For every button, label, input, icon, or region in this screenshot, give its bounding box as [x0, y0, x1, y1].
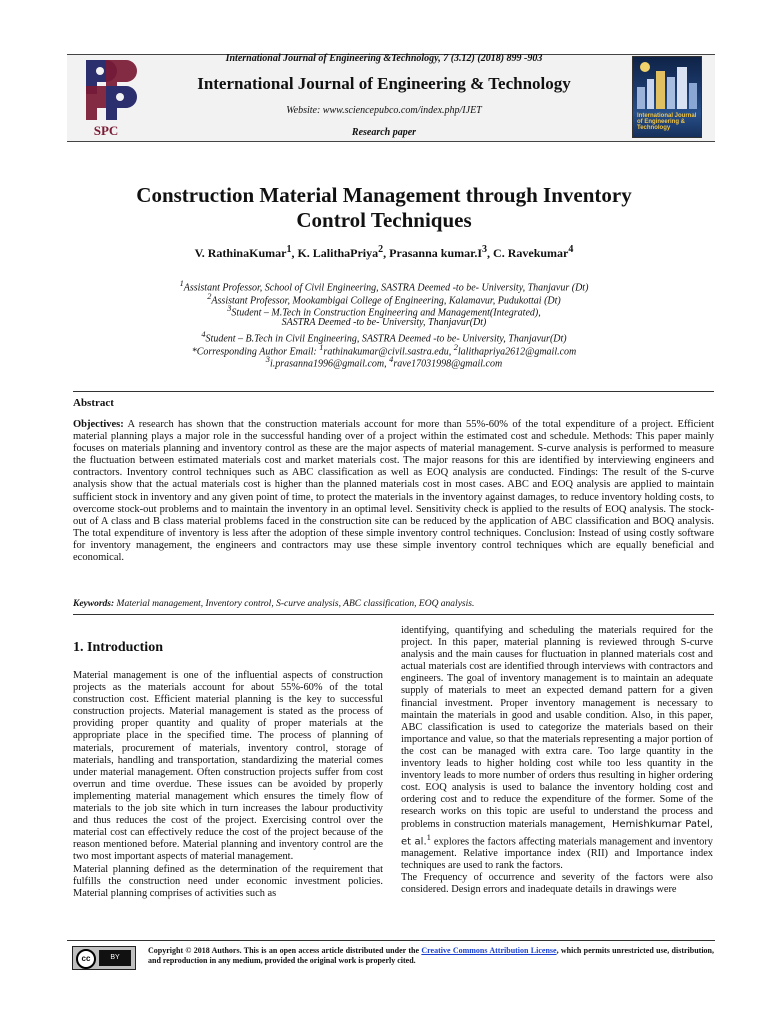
copyright-text: Copyright © 2018 Authors. This is an open access article distributed under the [148, 946, 422, 955]
affiliation-text: SASTRA Deemed -to be- University, Thanjavur(Dt) [281, 317, 487, 328]
email-sup: 4 [389, 355, 394, 364]
corresponding-label: *Corresponding Author Email: [191, 346, 320, 358]
affiliation-text: Assistant Professor, Mookambigai College of Engineering, Kalamavur, Pudukottai (Dt) [211, 295, 561, 307]
copyright-notice [148, 946, 714, 966]
paper-type-label: Research paper [351, 127, 417, 138]
journal-title: International Journal of Engineering & Technology [197, 74, 571, 93]
author-separator: , [487, 246, 494, 260]
author-name: C. Ravekumar [493, 246, 569, 260]
spc-logo-text: SPC [93, 123, 119, 138]
abstract-text: A research has shown that the construction materials account for more than 55%-60% of the total expenditure of a project. Efficient material planning plays a major role in the successful handing over of a project within the estimated cost and schedule. Methods: This paper mainly focuses on materials planning and inventory control as these are the major aspects of material management. S-curve analysis is performed to measure the fluctuation between estimated materials cost and market materials cost. The major reasons for this are identified by interviewing engineers and contractors. Inventory control techniques such as ABC classification as well as EOQ analysis are conducted. Findings: The result of the S-curve analysis show that the actual materials cost is higher than the planned materials cost in most cases. ABC and EOQ analysis are applied to maintain sufficient stock in inventory and any given point of time, to protect the materials in the inventory against damages, to reduce inventory holding costs, to overcome stock-out problems and to maintain the inventory in an optimal level. Sensitivity check is applied to the results of EOQ analysis. The stock-out of A class and B class material problems faced in the construction site can be reduced by the application of ABC classification and BOQ analysis. The total expenditure of inventory is less after the adoption of these simple inventory control techniques. Conclusion: Instead of using costly software for inventory management, the engineers and contractors may use these simple inventory control techniques which are equally beneficial and economical. [73, 419, 714, 564]
by-attribution-icon: BY [99, 950, 131, 966]
affiliation-text: Student – B.Tech in Civil Engineering, SASTRA Deemed -to be- University, Thanjavur(Dt) [205, 333, 567, 345]
affiliation-text: Assistant Professor, School of Civil Engineering, SASTRA Deemed -to be- University, Thanjavur (Dt) [183, 282, 589, 294]
affiliation-sup: 2 [207, 292, 212, 301]
author-name: Prasanna kumar.I [389, 246, 483, 260]
author-sup: 1 [286, 244, 292, 255]
author-sup: 3 [482, 244, 488, 255]
affiliation-sup: 4 [201, 330, 206, 339]
affiliation-text: Student – M.Tech in Construction Engineering and Management(Integrated), [231, 307, 541, 319]
creative-commons-badge[interactable] [72, 946, 136, 970]
keywords-label: Keywords: [73, 599, 115, 609]
email-line [0, 354, 768, 370]
email-link[interactable]: lalithapriya2612@gmail.com [457, 346, 577, 358]
cover-title-text: International Journal of Engineering & Technology [637, 113, 697, 131]
author-separator: , [291, 246, 298, 260]
affiliation-line [0, 317, 768, 329]
intro-text: explores the factors affecting materials management and inventory management. Relative importance index (RII) and Importance index techniques are used to rank the factors. [401, 836, 714, 872]
footer-divider [67, 940, 715, 941]
email-link[interactable]: rave17031998@gmail.com [393, 358, 503, 370]
abstract-divider-bottom [73, 614, 714, 615]
keywords-text: Material management, Inventory control, S-curve analysis, ABC classification, EOQ analysis. [114, 599, 475, 609]
objectives-label: Objectives: [73, 419, 124, 430]
abstract-body [73, 419, 714, 564]
author-list [0, 244, 768, 261]
author-separator: , [383, 246, 390, 260]
journal-website[interactable]: Website: www.sciencepubco.com/index.php/IJET [286, 105, 482, 116]
email-sup: 2 [453, 343, 458, 352]
intro-paragraph: Material management is one of the influential aspects of construction projects as the materials account for about 55%-60% of the total construction cost. Efficient material planning is the key to successful construction projects. Material management is stated as the process of providing proper quantity and quality of proper materials at the appropriate place in the specified time. The process of planning of materials, procurement of materials, inventory control, storage of materials, handling and transportation, standardizing the material comes under material management. Often construction projects suffer from cost overrun and time overdue. These issues can be avoided by properly implementing material management which ensures the timely flow of materials to the job site which in turn increases the labour productivity and thus reduces the cost of the project. Exercising control over the material cost can effectively reduce the cost of the project because of the reason mentioned before. Material planning and inventory control are the two most important aspects of material management. [73, 670, 383, 863]
email-link[interactable]: i.prasanna1996@gmail.com, [269, 358, 390, 370]
spc-publisher-logo [72, 56, 140, 138]
left-column [73, 670, 383, 900]
journal-cover-thumbnail [632, 56, 702, 138]
copyright-text: , which permits unrestricted use, distribution, and reproduction in any medium, provided the original work is properly cited. [148, 946, 714, 965]
email-link[interactable]: rathinakumar@civil.sastra.edu, [323, 346, 454, 358]
license-link[interactable]: Creative Commons Attribution License [421, 946, 557, 955]
intro-paragraph [401, 625, 713, 872]
email-sup: 3 [265, 355, 270, 364]
paper-title-line-2: Control Techniques [296, 208, 472, 232]
abstract-divider-top [73, 391, 714, 392]
keywords-line [73, 599, 714, 609]
paper-title-line-1: Construction Material Management through Inventory [136, 183, 632, 207]
cc-icon: cc [76, 949, 96, 969]
right-column [401, 625, 713, 897]
affiliation-sup: 1 [179, 279, 184, 288]
abstract-heading: Abstract [73, 397, 114, 409]
citation-sup: 1 [426, 831, 431, 842]
intro-paragraph: Material planning defined as the determination of the requirement that fulfills the construction need under economic investment policies. Material planning comprises of activities such as [73, 863, 383, 899]
email-sup: 1 [319, 343, 324, 352]
citation-reference: Hemishkumar Patel, et al. [401, 818, 713, 848]
journal-citation: International Journal of Engineering &Technology, 7 (3.12) (2018) 899 -903 [225, 53, 543, 64]
author-sup: 2 [378, 244, 384, 255]
intro-paragraph: The Frequency of occurrence and severity of the factors were also considered. Design errors and inadequate details in drawings were [401, 872, 713, 896]
author-sup: 4 [568, 244, 574, 255]
intro-text: identifying, quantifying and scheduling the materials required for the project. In this paper, material planning is reviewed through S-curve analysis and the main causes for fluctuation in planned materials cost and actual materials cost are identified through interviews with contractors and engineers. The goal of inventory management is to maintain an adequate supply of materials to meet an expected demand pattern for a given financial investment. Proper inventory management is necessary to maintain the materials in good and usable condition. Also, in this paper, ABC classification is used to categorize the materials based on their importance and value, so that the materials representing a major portion of the cost can be managed with extra care. Too large quantity in the inventory leads to higher holding cost while too less quantity in the inventory leads to more number of orders thus resulting in higher ordering cost. EOQ analysis is used to balance the inventory holding cost and ordering cost and to reduce the expenditure of the former. Some of the research works on this topic are useful to understand the process and problems in construction materials management, [401, 625, 713, 830]
author-name: K. LalithaPriya [297, 246, 379, 260]
cover-skyline-graphic [633, 57, 701, 109]
affiliation-sup: 3 [227, 304, 232, 313]
paper-title [60, 183, 708, 233]
author-name: V. RathinaKumar [194, 246, 287, 260]
section-heading-introduction: 1. Introduction [73, 640, 163, 655]
